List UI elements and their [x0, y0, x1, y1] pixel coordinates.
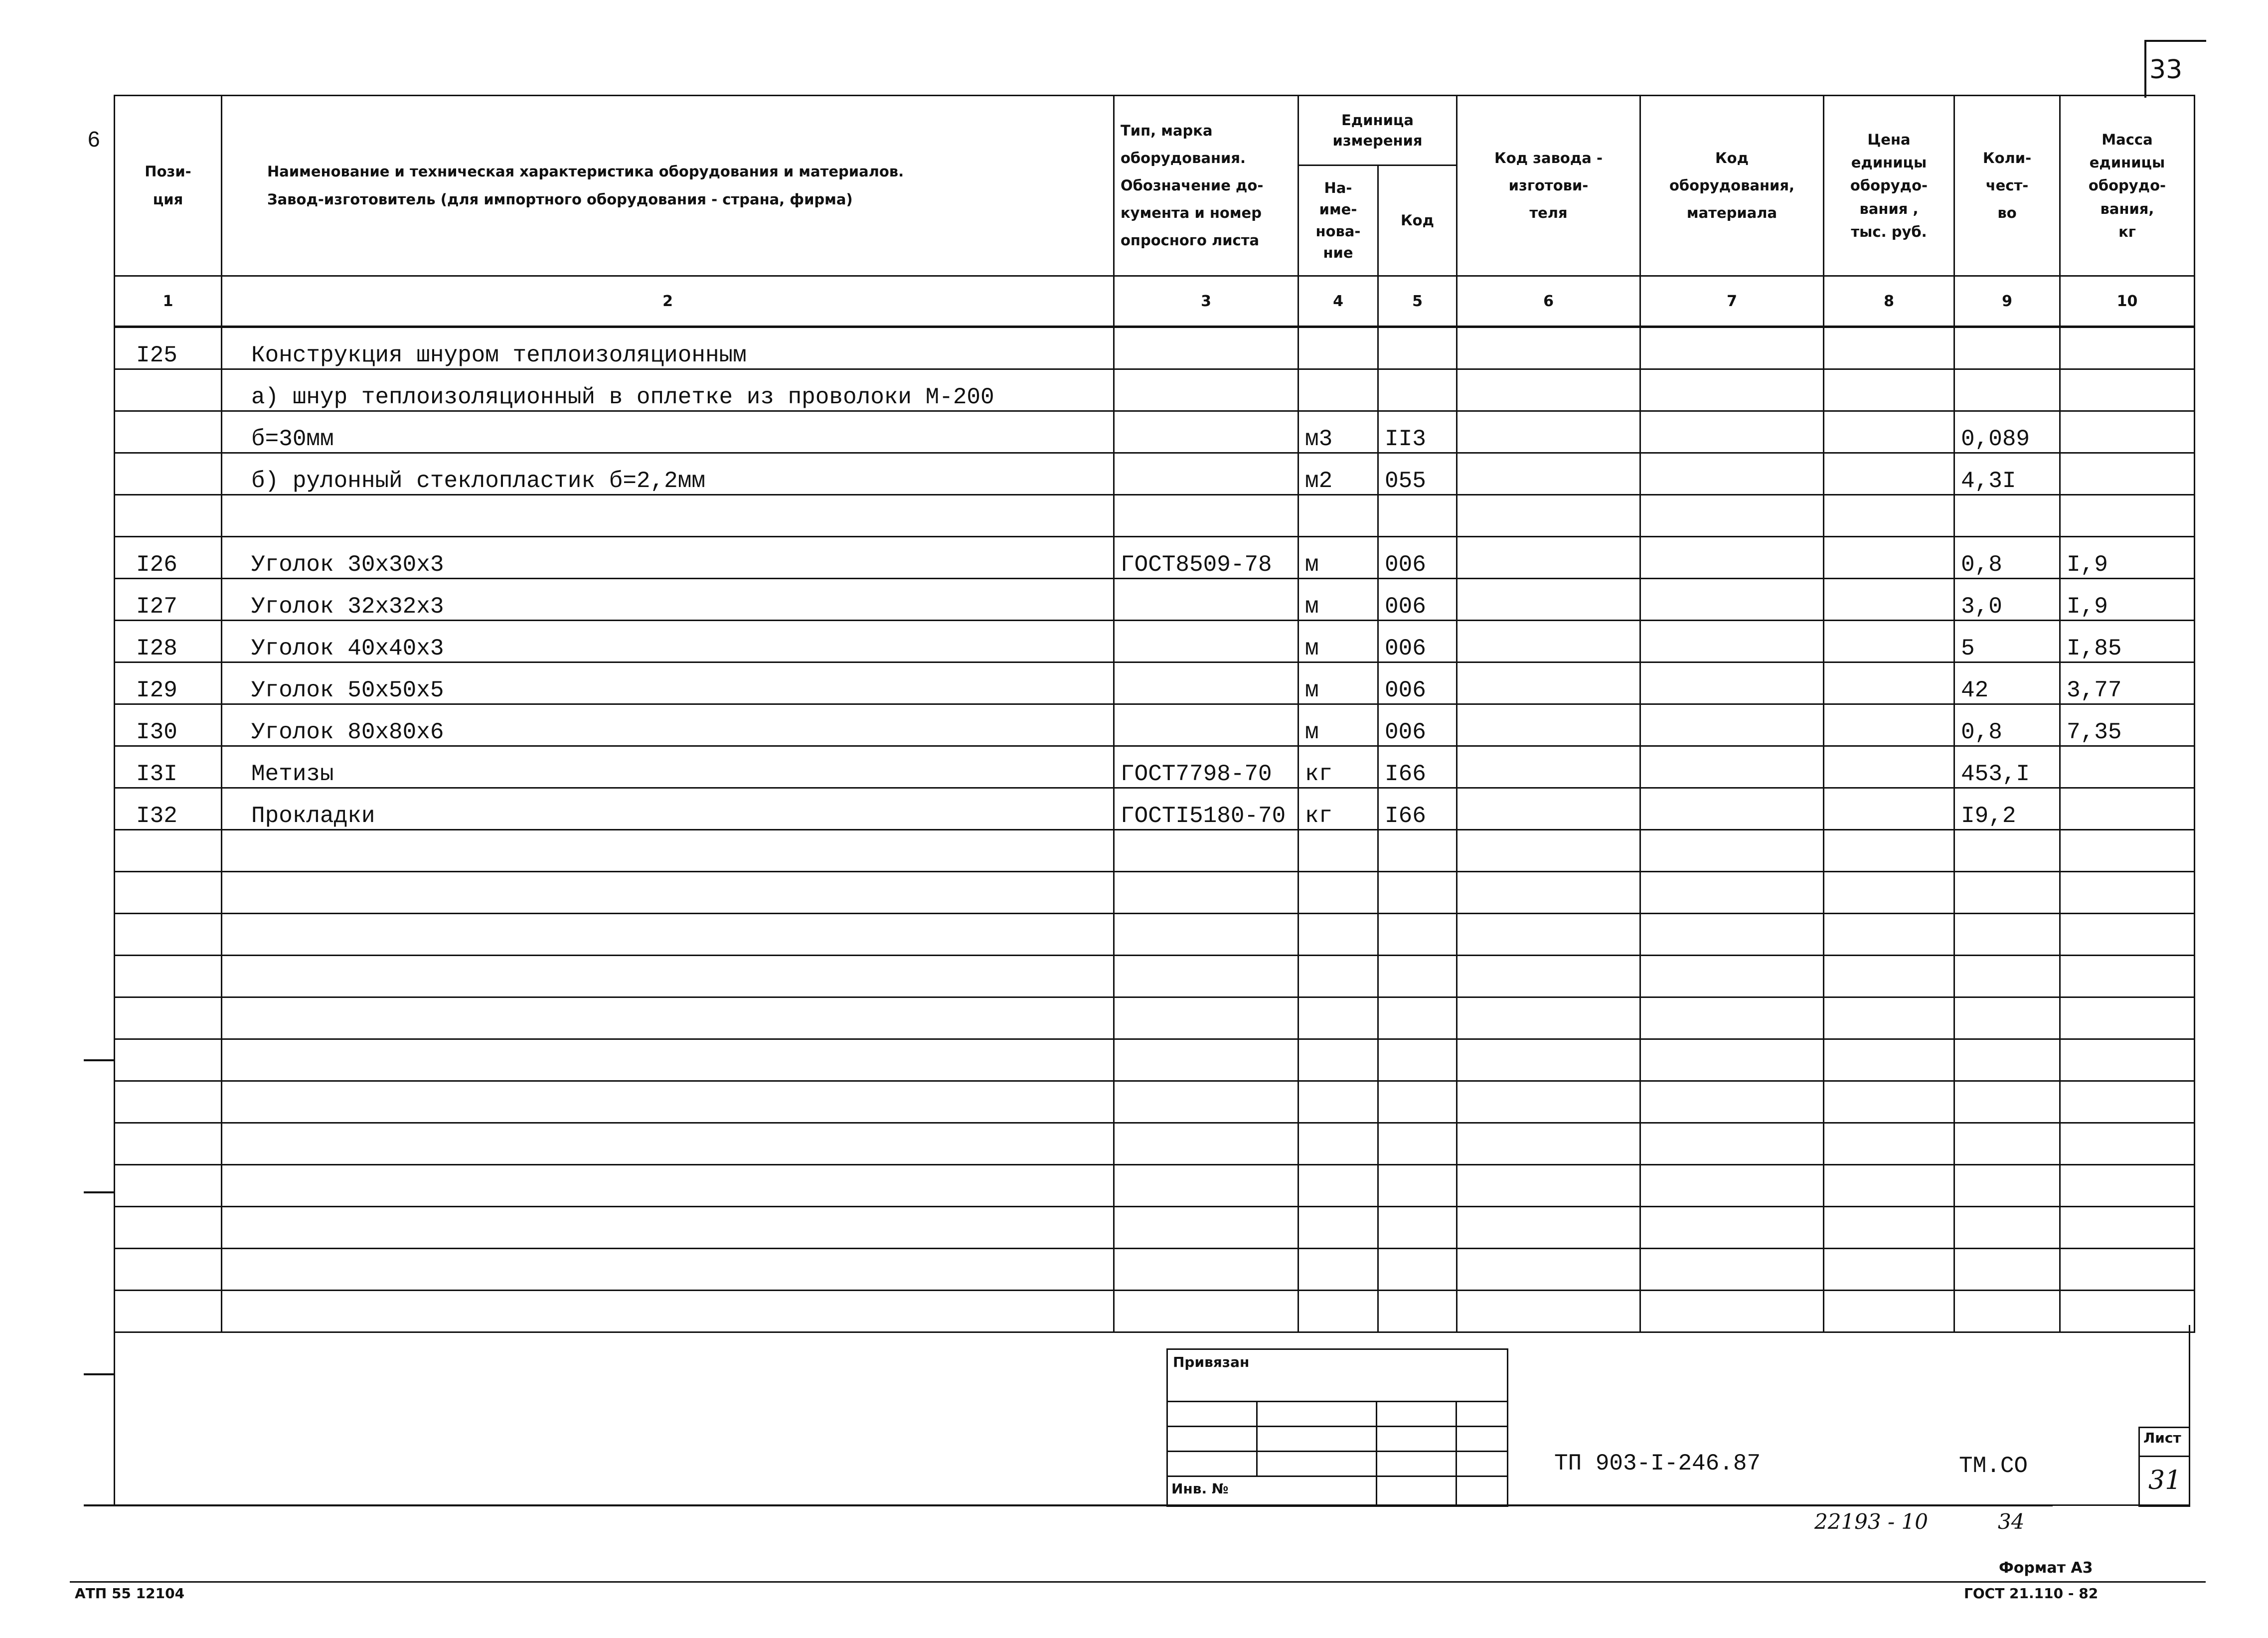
table-row — [115, 579, 2195, 621]
table-row — [115, 495, 2195, 537]
mass-cell: I,85 — [2060, 621, 2195, 662]
mass-cell: I,9 — [2060, 579, 2195, 621]
column-number: 9 — [1954, 276, 2060, 327]
position-cell: I3I — [115, 746, 222, 788]
position-cell: I26 — [115, 537, 222, 579]
format-label: Формат А3 — [1999, 1559, 2093, 1577]
empty-cell — [222, 1207, 1114, 1249]
column-number: 8 — [1824, 276, 1954, 327]
empty-cell — [1378, 1081, 1457, 1123]
empty-cell — [1824, 1207, 1954, 1249]
empty-cell — [1954, 830, 2060, 872]
factory-code-cell — [1457, 537, 1640, 579]
empty-cell — [115, 1081, 222, 1123]
margin-mark: 6 — [88, 127, 100, 152]
page-number: 33 — [2149, 55, 2183, 85]
equipment-code-cell — [1640, 327, 1824, 369]
footer-left-code: АТП 55 12104 — [75, 1585, 185, 1602]
mass-cell: 3,77 — [2060, 662, 2195, 704]
equipment-code-cell — [1640, 621, 1824, 662]
empty-cell — [1378, 830, 1457, 872]
margin-tick — [84, 1059, 114, 1061]
table-row — [115, 453, 2195, 495]
table-row — [115, 662, 2195, 704]
empty-cell — [1457, 1207, 1640, 1249]
alt-page-number: 34 — [1998, 1509, 2025, 1534]
name-cell: Прокладки — [222, 788, 1114, 830]
position-cell: I27 — [115, 579, 222, 621]
empty-cell — [2060, 997, 2195, 1039]
unit-cell: м2 — [1298, 453, 1378, 495]
inventory-label: Инв. № — [1171, 1480, 1229, 1497]
empty-cell — [2060, 1039, 2195, 1081]
footer-standard: ГОСТ 21.110 - 82 — [1964, 1585, 2099, 1602]
document-cell — [1114, 369, 1298, 411]
equipment-code-cell — [1640, 369, 1824, 411]
unit-cell: м — [1298, 621, 1378, 662]
empty-cell — [115, 872, 222, 914]
factory-code-cell — [1457, 369, 1640, 411]
factory-code-cell — [1457, 662, 1640, 704]
quantity-cell: 42 — [1954, 662, 2060, 704]
empty-cell — [1640, 872, 1824, 914]
table-row — [115, 1249, 2195, 1291]
column-number: 1 — [115, 276, 222, 327]
unit-code-cell: I66 — [1378, 746, 1457, 788]
title-block — [114, 1325, 2190, 1506]
empty-cell — [222, 1039, 1114, 1081]
empty-cell — [1298, 956, 1378, 997]
unit-cell: м — [1298, 662, 1378, 704]
table-row — [115, 369, 2195, 411]
empty-cell — [1457, 872, 1640, 914]
empty-cell — [1298, 1249, 1378, 1291]
table-row — [115, 997, 2195, 1039]
quantity-cell: 0,8 — [1954, 704, 2060, 746]
header-position: Пози- ция — [115, 96, 222, 276]
mass-cell — [2060, 746, 2195, 788]
name-cell: а) шнур теплоизоляционный в оплетке из проволоки М-200 — [222, 369, 1114, 411]
name-cell: б=30мм — [222, 411, 1114, 453]
price-cell — [1824, 704, 1954, 746]
name-cell: Уголок 80х80х6 — [222, 704, 1114, 746]
empty-cell — [115, 1207, 222, 1249]
unit-cell: м — [1298, 579, 1378, 621]
document-cell — [1114, 327, 1298, 369]
empty-cell — [1824, 1165, 1954, 1207]
quantity-cell: 5 — [1954, 621, 2060, 662]
empty-cell — [1954, 956, 2060, 997]
header-equipment-code: Код оборудования, материала — [1640, 96, 1824, 276]
empty-cell — [115, 914, 222, 956]
empty-cell — [222, 1081, 1114, 1123]
column-number: 6 — [1457, 276, 1640, 327]
price-cell — [1824, 662, 1954, 704]
empty-cell — [1114, 1207, 1298, 1249]
empty-cell — [222, 914, 1114, 956]
table-row — [115, 1207, 2195, 1249]
empty-cell — [1954, 1039, 2060, 1081]
empty-cell — [2060, 956, 2195, 997]
empty-cell — [1457, 1165, 1640, 1207]
unit-cell — [1298, 327, 1378, 369]
bound-label: Привязан — [1173, 1354, 1250, 1370]
empty-cell — [1298, 1039, 1378, 1081]
empty-cell — [1378, 956, 1457, 997]
name-cell: Уголок 40х40х3 — [222, 621, 1114, 662]
header-mass: Масса единицы оборудо- вания, кг — [2060, 96, 2195, 276]
unit-cell: м — [1298, 704, 1378, 746]
empty-cell — [1824, 1039, 1954, 1081]
empty-cell — [2060, 1081, 2195, 1123]
sheet-label: Лист — [2143, 1430, 2181, 1446]
empty-cell — [115, 830, 222, 872]
document-cell — [1114, 495, 1298, 537]
empty-cell — [1114, 872, 1298, 914]
empty-cell — [1640, 1207, 1824, 1249]
table-row — [115, 830, 2195, 872]
factory-code-cell — [1457, 788, 1640, 830]
empty-cell — [1457, 1249, 1640, 1291]
empty-cell — [1457, 830, 1640, 872]
position-cell — [115, 453, 222, 495]
empty-cell — [1954, 997, 2060, 1039]
empty-cell — [1114, 956, 1298, 997]
document-cell — [1114, 621, 1298, 662]
quantity-cell — [1954, 369, 2060, 411]
position-cell: I28 — [115, 621, 222, 662]
equipment-code-cell — [1640, 704, 1824, 746]
unit-code-cell: 006 — [1378, 662, 1457, 704]
header-quantity: Коли- чест- во — [1954, 96, 2060, 276]
unit-code-cell: 006 — [1378, 579, 1457, 621]
empty-cell — [1114, 914, 1298, 956]
stamp-rule — [1256, 1401, 1258, 1475]
column-number: 3 — [1114, 276, 1298, 327]
document-code: ТП 903-I-246.87 — [1554, 1451, 1761, 1476]
header-unit-group: Единица измерения — [1298, 96, 1457, 165]
empty-cell — [1298, 997, 1378, 1039]
unit-cell — [1298, 369, 1378, 411]
column-number: 10 — [2060, 276, 2195, 327]
empty-cell — [1298, 872, 1378, 914]
document-part: ТМ.СО — [1959, 1453, 2028, 1479]
unit-cell: кг — [1298, 746, 1378, 788]
header-type: Тип, марка оборудования. Обозначение до- кумента и номер опросного листа — [1114, 96, 1298, 276]
empty-cell — [1378, 914, 1457, 956]
header-factory-code: Код завода - изготови- теля — [1457, 96, 1640, 276]
unit-code-cell — [1378, 327, 1457, 369]
empty-cell — [2060, 1165, 2195, 1207]
table-row — [115, 956, 2195, 997]
quantity-cell: 3,0 — [1954, 579, 2060, 621]
factory-code-cell — [1457, 411, 1640, 453]
factory-code-cell — [1457, 746, 1640, 788]
table-row — [115, 788, 2195, 830]
empty-cell — [1114, 1039, 1298, 1081]
stamp-rule — [1376, 1401, 1377, 1505]
price-cell — [1824, 788, 1954, 830]
mass-cell — [2060, 327, 2195, 369]
table-row — [115, 746, 2195, 788]
empty-cell — [1640, 1039, 1824, 1081]
position-cell — [115, 495, 222, 537]
empty-cell — [1114, 1249, 1298, 1291]
column-number: 4 — [1298, 276, 1378, 327]
position-cell: I30 — [115, 704, 222, 746]
document-cell — [1114, 662, 1298, 704]
empty-cell — [1457, 1039, 1640, 1081]
empty-cell — [1457, 1081, 1640, 1123]
equipment-code-cell — [1640, 788, 1824, 830]
column-number: 7 — [1640, 276, 1824, 327]
empty-cell — [1298, 1123, 1378, 1165]
empty-cell — [2060, 1123, 2195, 1165]
empty-cell — [115, 956, 222, 997]
table-row — [115, 537, 2195, 579]
table-row — [115, 411, 2195, 453]
empty-cell — [222, 1249, 1114, 1291]
empty-cell — [1114, 1165, 1298, 1207]
document-cell: ГОСТ8509-78 — [1114, 537, 1298, 579]
empty-cell — [1954, 1165, 2060, 1207]
header-price: Цена единицы оборудо- вания , тыс. руб. — [1824, 96, 1954, 276]
empty-cell — [1378, 1249, 1457, 1291]
unit-code-cell: 006 — [1378, 621, 1457, 662]
equipment-code-cell — [1640, 453, 1824, 495]
empty-cell — [222, 956, 1114, 997]
position-cell: I32 — [115, 788, 222, 830]
quantity-cell: 453,I — [1954, 746, 2060, 788]
stamp-rule — [1456, 1401, 1457, 1505]
empty-cell — [1457, 956, 1640, 997]
name-cell: Уголок 30х30х3 — [222, 537, 1114, 579]
price-cell — [1824, 327, 1954, 369]
empty-cell — [1640, 1249, 1824, 1291]
bottom-rule — [84, 1504, 2053, 1506]
price-cell — [1824, 621, 1954, 662]
empty-cell — [115, 1039, 222, 1081]
empty-cell — [1954, 1249, 2060, 1291]
empty-cell — [1114, 830, 1298, 872]
header-name: Наименование и техническая характеристика оборудования и материалов. Завод-изготовитель (для импортного оборудования - страна, фирма) — [222, 96, 1114, 276]
price-cell — [1824, 453, 1954, 495]
table-row — [115, 621, 2195, 662]
name-cell: Конструкция шнуром теплоизоляционным — [222, 327, 1114, 369]
factory-code-cell — [1457, 704, 1640, 746]
empty-cell — [115, 1123, 222, 1165]
specification-table — [114, 95, 2195, 1333]
empty-cell — [115, 1165, 222, 1207]
price-cell — [1824, 579, 1954, 621]
unit-cell: м — [1298, 537, 1378, 579]
sheet-number: 31 — [2148, 1466, 2182, 1495]
unit-cell: м3 — [1298, 411, 1378, 453]
table-row — [115, 327, 2195, 369]
empty-cell — [2060, 914, 2195, 956]
empty-cell — [1378, 1165, 1457, 1207]
unit-cell — [1298, 495, 1378, 537]
empty-cell — [1824, 872, 1954, 914]
empty-cell — [2060, 1207, 2195, 1249]
empty-cell — [1378, 872, 1457, 914]
empty-cell — [222, 830, 1114, 872]
unit-code-cell: I66 — [1378, 788, 1457, 830]
empty-cell — [1114, 1081, 1298, 1123]
stamp-rule — [2138, 1456, 2189, 1457]
empty-cell — [1378, 1123, 1457, 1165]
document-cell — [1114, 579, 1298, 621]
empty-cell — [222, 1123, 1114, 1165]
empty-cell — [1824, 914, 1954, 956]
column-number: 2 — [222, 276, 1114, 327]
document-cell — [1114, 453, 1298, 495]
empty-cell — [115, 1249, 222, 1291]
empty-cell — [1954, 1123, 2060, 1165]
equipment-code-cell — [1640, 537, 1824, 579]
factory-code-cell — [1457, 621, 1640, 662]
quantity-cell: I9,2 — [1954, 788, 2060, 830]
equipment-code-cell — [1640, 495, 1824, 537]
position-cell — [115, 411, 222, 453]
empty-cell — [1640, 1165, 1824, 1207]
name-cell: Уголок 50х50х5 — [222, 662, 1114, 704]
empty-cell — [222, 1165, 1114, 1207]
header-unit-name: На- име- нова- ние — [1298, 165, 1378, 276]
equipment-code-cell — [1640, 746, 1824, 788]
table-row — [115, 872, 2195, 914]
factory-code-cell — [1457, 579, 1640, 621]
empty-cell — [1298, 1207, 1378, 1249]
mass-cell — [2060, 788, 2195, 830]
price-cell — [1824, 369, 1954, 411]
empty-cell — [115, 997, 222, 1039]
quantity-cell — [1954, 495, 2060, 537]
mass-cell — [2060, 369, 2195, 411]
document-cell: ГОСТ7798-70 — [1114, 746, 1298, 788]
empty-cell — [1824, 830, 1954, 872]
name-cell: Уголок 32х32х3 — [222, 579, 1114, 621]
mass-cell: 7,35 — [2060, 704, 2195, 746]
table-row — [115, 704, 2195, 746]
empty-cell — [1640, 914, 1824, 956]
empty-cell — [1378, 997, 1457, 1039]
mass-cell — [2060, 411, 2195, 453]
factory-code-cell — [1457, 495, 1640, 537]
empty-cell — [1298, 1081, 1378, 1123]
document-cell: ГОСТI5180-70 — [1114, 788, 1298, 830]
factory-code-cell — [1457, 453, 1640, 495]
empty-cell — [1378, 1039, 1457, 1081]
equipment-code-cell — [1640, 579, 1824, 621]
document-cell — [1114, 704, 1298, 746]
empty-cell — [1457, 997, 1640, 1039]
empty-cell — [1824, 1123, 1954, 1165]
position-cell: I25 — [115, 327, 222, 369]
price-cell — [1824, 537, 1954, 579]
empty-cell — [1824, 1249, 1954, 1291]
margin-tick — [84, 1373, 114, 1375]
name-cell — [222, 495, 1114, 537]
equipment-code-cell — [1640, 662, 1824, 704]
price-cell — [1824, 411, 1954, 453]
margin-tick — [84, 1191, 114, 1193]
empty-cell — [1824, 1081, 1954, 1123]
empty-cell — [1640, 1123, 1824, 1165]
empty-cell — [1640, 1081, 1824, 1123]
empty-cell — [1378, 1207, 1457, 1249]
unit-code-cell: II3 — [1378, 411, 1457, 453]
price-cell — [1824, 746, 1954, 788]
mass-cell — [2060, 453, 2195, 495]
document-cell — [1114, 411, 1298, 453]
empty-cell — [1298, 914, 1378, 956]
empty-cell — [1954, 914, 2060, 956]
empty-cell — [2060, 872, 2195, 914]
quantity-cell: 0,8 — [1954, 537, 2060, 579]
unit-code-cell: 006 — [1378, 537, 1457, 579]
mass-cell — [2060, 495, 2195, 537]
table-row — [115, 1165, 2195, 1207]
empty-cell — [1457, 914, 1640, 956]
factory-code-cell — [1457, 327, 1640, 369]
price-cell — [1824, 495, 1954, 537]
header-unit-code: Код — [1378, 165, 1457, 276]
empty-cell — [1640, 997, 1824, 1039]
empty-cell — [1954, 872, 2060, 914]
empty-cell — [1298, 1165, 1378, 1207]
empty-cell — [2060, 1249, 2195, 1291]
quantity-cell: 0,089 — [1954, 411, 2060, 453]
position-cell — [115, 369, 222, 411]
archive-number: 22193 - 10 — [1814, 1509, 1928, 1534]
unit-cell: кг — [1298, 788, 1378, 830]
empty-cell — [1954, 1081, 2060, 1123]
empty-cell — [1824, 956, 1954, 997]
footer-rule — [70, 1581, 2206, 1583]
name-cell: б) рулонный стеклопластик б=2,2мм — [222, 453, 1114, 495]
empty-cell — [1824, 997, 1954, 1039]
mass-cell: I,9 — [2060, 537, 2195, 579]
name-cell: Метизы — [222, 746, 1114, 788]
empty-cell — [1114, 1123, 1298, 1165]
empty-cell — [2060, 830, 2195, 872]
empty-cell — [1298, 830, 1378, 872]
empty-cell — [1640, 956, 1824, 997]
table-row — [115, 1081, 2195, 1123]
empty-cell — [222, 872, 1114, 914]
unit-code-cell: 006 — [1378, 704, 1457, 746]
unit-code-cell — [1378, 495, 1457, 537]
empty-cell — [1114, 997, 1298, 1039]
empty-cell — [222, 997, 1114, 1039]
quantity-cell — [1954, 327, 2060, 369]
table-row — [115, 1039, 2195, 1081]
equipment-code-cell — [1640, 411, 1824, 453]
column-number: 5 — [1378, 276, 1457, 327]
unit-code-cell — [1378, 369, 1457, 411]
empty-cell — [1954, 1207, 2060, 1249]
quantity-cell: 4,3I — [1954, 453, 2060, 495]
table-row — [115, 914, 2195, 956]
empty-cell — [1457, 1123, 1640, 1165]
unit-code-cell: 055 — [1378, 453, 1457, 495]
table-row — [115, 1123, 2195, 1165]
empty-cell — [1640, 830, 1824, 872]
position-cell: I29 — [115, 662, 222, 704]
